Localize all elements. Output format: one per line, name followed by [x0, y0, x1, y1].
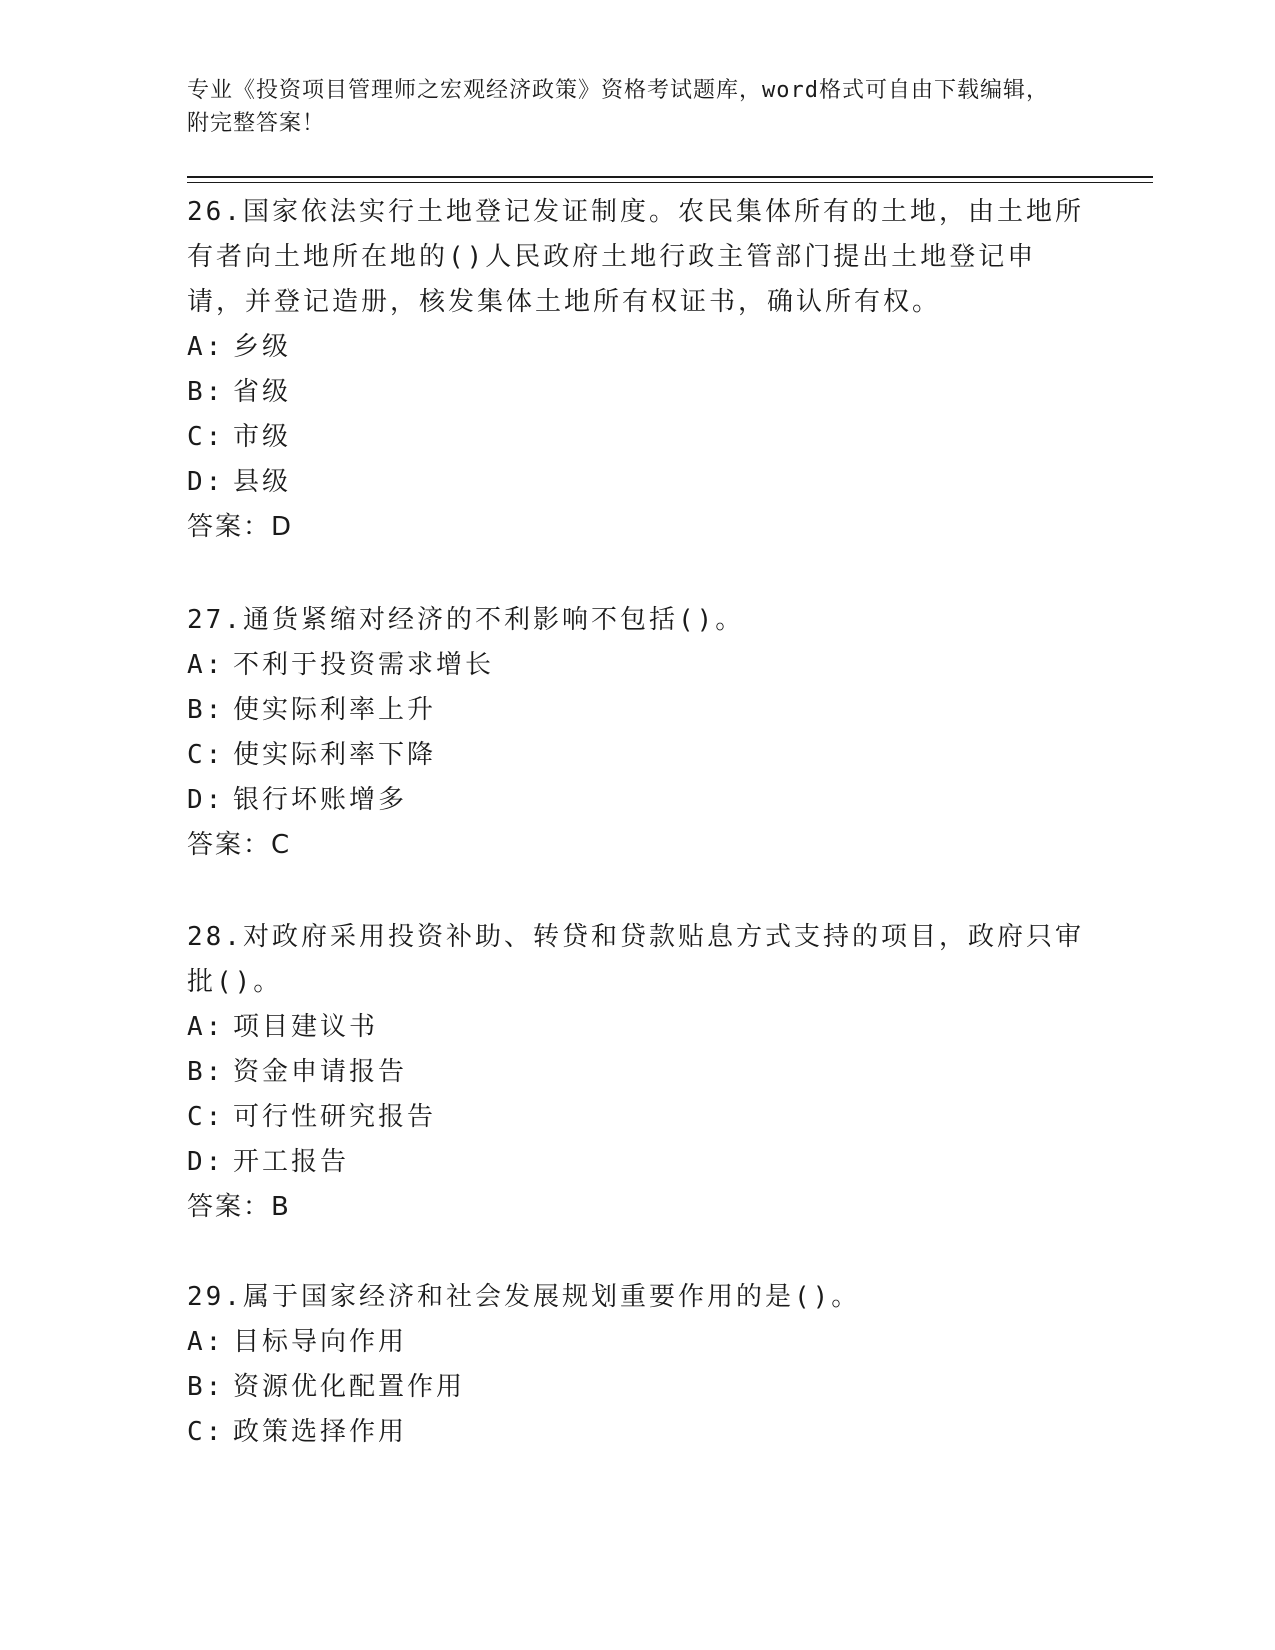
option-text: 可行性研究报告	[233, 1102, 437, 1132]
option-c	[187, 1095, 1087, 1140]
option-b	[187, 1365, 1087, 1410]
option-text: 市级	[233, 422, 292, 452]
option-c	[187, 733, 1087, 778]
option-text: 资金申请报告	[233, 1057, 408, 1087]
option-text: 使实际利率上升	[233, 695, 437, 725]
option-text: 资源优化配置作用	[233, 1372, 466, 1402]
option-text: 使实际利率下降	[233, 740, 437, 770]
option-text: 开工报告	[233, 1147, 350, 1177]
option-b	[187, 1050, 1087, 1095]
option-letter: B:	[187, 377, 225, 407]
option-b	[187, 688, 1087, 733]
document-header: 专业《投资项目管理师之宏观经济政策》资格考试题库，word格式可自由下载编辑，附完整答案！	[187, 78, 1049, 136]
option-a	[187, 325, 1087, 370]
option-letter: A:	[187, 1012, 225, 1042]
option-letter: C:	[187, 1417, 225, 1447]
option-text: 不利于投资需求增长	[233, 650, 495, 680]
option-text: 项目建议书	[233, 1012, 379, 1042]
option-a	[187, 1320, 1087, 1365]
header-divider-thin	[187, 182, 1153, 183]
option-letter: D:	[187, 785, 225, 815]
option-letter: C:	[187, 740, 225, 770]
option-d	[187, 460, 1087, 505]
option-letter: C:	[187, 422, 225, 452]
question-stem: 26.国家依法实行土地登记发证制度。农民集体所有的土地，由土地所有者向土地所在地的()人民政府土地行政主管部门提出土地登记申请，并登记造册，核发集体土地所有权证书，确认所有权。	[187, 197, 1084, 317]
option-letter: C:	[187, 1102, 225, 1132]
option-letter: B:	[187, 695, 225, 725]
option-letter: D:	[187, 1147, 225, 1177]
option-text: 县级	[233, 467, 292, 497]
option-d	[187, 1140, 1087, 1185]
question-26	[187, 190, 1087, 550]
question-stem: 29.属于国家经济和社会发展规划重要作用的是()。	[187, 1282, 861, 1312]
header-divider-thick	[187, 176, 1153, 178]
option-d	[187, 778, 1087, 823]
question-27	[187, 598, 1087, 868]
option-letter: A:	[187, 650, 225, 680]
option-c	[187, 415, 1087, 460]
option-letter: A:	[187, 1327, 225, 1357]
option-letter: B:	[187, 1057, 225, 1087]
option-text: 乡级	[233, 332, 292, 362]
question-stem: 27.通货紧缩对经济的不利影响不包括()。	[187, 605, 745, 635]
question-stem: 28.对政府采用投资补助、转贷和贷款贴息方式支持的项目，政府只审批()。	[187, 922, 1084, 997]
option-text: 目标导向作用	[233, 1327, 408, 1357]
option-letter: D:	[187, 467, 225, 497]
question-28	[187, 915, 1087, 1230]
answer: 答案：D	[187, 512, 294, 542]
option-a	[187, 1005, 1087, 1050]
option-letter: B:	[187, 1372, 225, 1402]
answer: 答案：B	[187, 1192, 291, 1222]
option-text: 银行坏账增多	[233, 785, 408, 815]
option-text: 省级	[233, 377, 292, 407]
option-b	[187, 370, 1087, 415]
question-29	[187, 1275, 1087, 1455]
option-text: 政策选择作用	[233, 1417, 408, 1447]
option-c	[187, 1410, 1087, 1455]
answer: 答案：C	[187, 830, 292, 860]
option-a	[187, 643, 1087, 688]
option-letter: A:	[187, 332, 225, 362]
